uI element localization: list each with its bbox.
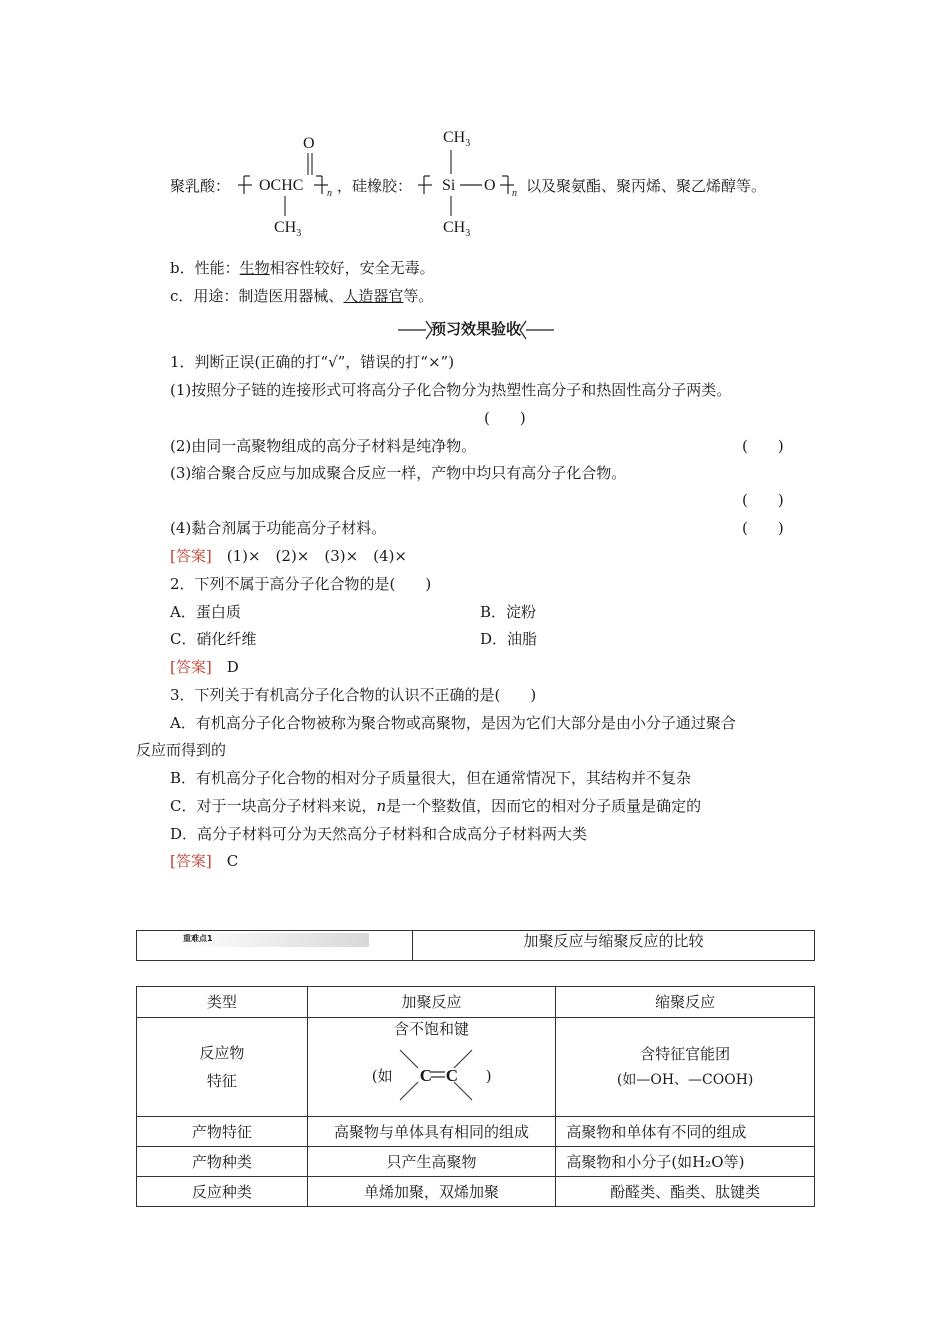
table-cell: 高聚物和单体有不同的组成 [556,1117,815,1147]
table-header-cell: 加聚反应 [307,987,556,1018]
q2-option-a: A．蛋白质 [170,603,241,621]
example-open: (如 [371,1067,393,1085]
comparison-table [136,986,815,1207]
property-line: b．性能：生物相容性较好，安全无毒。 [170,259,435,277]
functional-group-text: 含特征官能团 [640,1045,731,1063]
q3-stem: 3．下列关于有机高分子化合物的认识不正确的是( ) [170,686,537,704]
q3-answer: [答案] C [170,852,239,870]
table-cell: 产物种类 [137,1147,308,1177]
sr-si: Si [442,177,456,194]
key-point-tag-cell [137,931,413,960]
table-cell: 单烯加聚，双烯加聚 [307,1177,556,1207]
table-row [137,1147,815,1177]
alkene-structure-icon [396,1044,476,1108]
pla-label: 聚乳酸： [170,177,231,195]
q1-item-2-paren: ( ) [742,437,784,455]
q1-item-4-paren: ( ) [742,519,784,537]
example-close: ) [485,1067,492,1085]
q1-stem: 1．判断正误(正确的打“√”，错误的打“×”) [170,353,455,371]
key-point-header [136,930,815,961]
q3-option-c: C．对于一块高分子材料来说，n是一个整数值，因而它的相对分子质量是确定的 [170,797,702,815]
section-title: 预习效果验收 [430,320,521,338]
sr-bottom-bond-icon [446,196,456,218]
q1-item-1-paren: ( ) [484,409,526,427]
q3-option-d: D．高分子材料可分为天然高分子材料和合成高分子材料两大类 [170,825,588,843]
q3-option-a-line2: 反应而得到的 [136,741,227,759]
q2-stem: 2．下列不属于高分子化合物的是( ) [170,575,432,593]
table-cell [307,1018,556,1117]
table-row [137,1018,815,1117]
q1-item-1: (1)按照分子链的连接形式可将高分子化合物分为热塑性高分子和热固性高分子两类。 [170,381,732,399]
sr-ch3-top: $CH_3$ [443,129,471,150]
pla-ch3: $CH_3$ [274,219,302,240]
q2-option-b: B．淀粉 [480,603,537,621]
table-cell: 产物特征 [137,1117,308,1147]
q1-item-2: (2)由同一高聚物组成的高分子材料是纯净物。 [170,437,477,455]
table-cell: 酚醛类、酯类、肽键类 [556,1177,815,1207]
table-cell: 只产生高聚物 [307,1147,556,1177]
q2-option-d: D．油脂 [480,630,538,648]
table-header-cell: 类型 [137,987,308,1018]
formula-tail: 以及聚氨酯、聚丙烯、聚乙烯醇等。 [526,177,767,195]
unsaturated-text: 含不饱和键 [394,1020,470,1038]
table-cell: 反应种类 [137,1177,308,1207]
table-cell: 高聚物和小分子(如H₂O等) [556,1147,815,1177]
sr-top-bond-icon [446,150,456,176]
q3-option-a-line1: A．有机高分子化合物被称为聚合物或高聚物，是因为它们大部分是由小分子通过聚合 [170,714,736,732]
carbon-atom: C [419,1066,432,1085]
sr-label: ，硅橡胶： [337,177,413,195]
q1-item-3: (3)缩合聚合反应与加成聚合反应一样，产物中均只有高分子化合物。 [170,464,627,482]
q3-option-b: B．有机高分子化合物的相对分子质量很大，但在通常情况下，其结构并不复杂 [170,769,692,787]
q1-answer: [答案] (1)× (2)× (3)× (4)× [170,547,407,565]
section-banner [398,318,554,340]
table-cell [556,1018,815,1117]
pla-double-bond-icon [303,153,317,177]
q2-option-c: C．硝化纤维 [170,630,257,648]
double-bond-example [308,1040,556,1112]
sr-n: n [512,188,517,199]
carbon-atom: C [445,1066,458,1085]
q1-item-3-paren: ( ) [742,491,784,509]
table-row [137,1117,815,1147]
q1-item-4: (4)黏合剂属于功能高分子材料。 [170,519,387,537]
row-label-line: 特征 [206,1072,237,1090]
sr-ch3-bottom: $CH_3$ [443,219,471,240]
pla-n: n [327,188,332,199]
usage-line: c．用途：制造医用器械、人造器官等。 [170,287,434,305]
pla-oxygen: O [303,135,315,152]
table-cell [137,1018,308,1117]
row-label-line: 反应物 [199,1044,245,1062]
key-point-tag: 重难点1 [181,933,369,947]
key-point-title: 加聚反应与缩聚反应的比较 [523,932,704,950]
functional-group-example: (如—OH、—COOH) [616,1072,754,1088]
q2-answer: [答案] D [170,658,239,676]
pla-single-bond-icon [280,196,290,218]
table-header-cell: 缩聚反应 [556,987,815,1018]
table-row [137,1177,815,1207]
table-header-row [137,987,815,1018]
table-cell: 高聚物与单体具有相同的组成 [307,1117,556,1147]
sr-o: O [484,177,496,194]
pla-group: OCHC [259,177,304,194]
